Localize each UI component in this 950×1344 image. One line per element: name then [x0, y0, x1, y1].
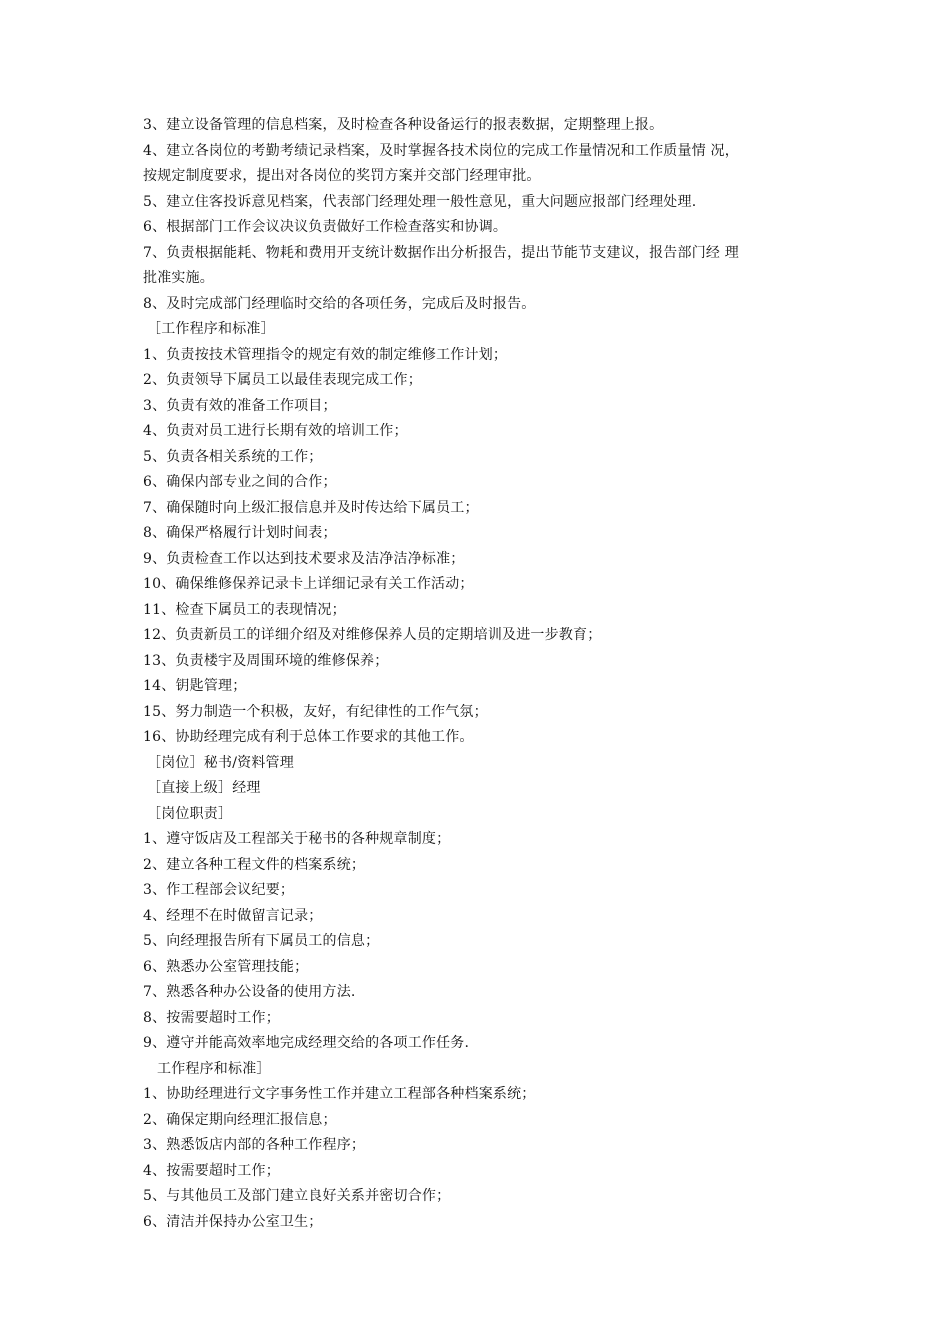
section-heading-procedure-2: 工作程序和标准］	[157, 1060, 271, 1077]
list-item: 10、确保维修保养记录卡上详细记录有关工作活动；	[143, 576, 474, 592]
list-item: 4、经理不在时做留言记录；	[143, 907, 323, 924]
list-item: 5、向经理报告所有下属员工的信息；	[143, 933, 380, 949]
list-item: 1、协助经理进行文字事务性工作并建立工程部各种档案系统；	[143, 1086, 536, 1102]
list-item: 12、负责新员工的详细介绍及对维修保养人员的定期培训及进一步教育；	[143, 627, 602, 643]
list-item: 13、负责楼宇及周围环境的维修保养；	[143, 652, 389, 669]
list-item: 2、建立各种工程文件的档案系统；	[143, 856, 366, 873]
list-item: 7、确保随时向上级汇报信息并及时传达给下属员工；	[143, 499, 479, 516]
list-item: 3、负责有效的准备工作项目；	[143, 397, 337, 414]
procedure-list-2	[143, 1082, 823, 1235]
list-item-continuation: 按规定制度要求，提出对各岗位的奖罚方案并交部门经理审批。	[143, 168, 541, 184]
position-heading: ［岗位］秘书/资料管理	[147, 754, 294, 771]
list-item: 7、负责根据能耗、物耗和费用开支统计数据作出分析报告，提出节能节支建议，报告部门经 理	[143, 244, 739, 261]
list-item: 2、确保定期向经理汇报信息；	[143, 1111, 337, 1128]
list-item: 5、负责各相关系统的工作；	[143, 448, 323, 465]
list-item: 8、确保严格履行计划时间表；	[143, 525, 337, 541]
duties-list	[143, 827, 823, 1057]
list-item: 9、遵守并能高效率地完成经理交给的各项工作任务.	[143, 1035, 470, 1051]
procedure-list	[143, 343, 823, 751]
list-item: 15、努力制造一个积极，友好，有纪律性的工作气氛；	[143, 703, 488, 720]
list-item: 9、负责检查工作以达到技术要求及洁净洁净标准；	[143, 550, 465, 567]
list-item-continuation: 批准实施。	[143, 270, 214, 286]
list-item: 4、负责对员工进行长期有效的培训工作；	[143, 423, 408, 439]
list-item: 4、建立各岗位的考勤考绩记录档案，及时掌握各技术岗位的完成工作量情况和工作质量情 况，	[143, 142, 739, 159]
list-item: 6、清洁并保持办公室卫生；	[143, 1213, 323, 1230]
responsibilities-list	[143, 113, 823, 317]
list-item: 7、熟悉各种办公设备的使用方法.	[143, 984, 356, 1000]
list-item: 5、建立住客投诉意见档案，代表部门经理处理一般性意见，重大问题应报部门经理处理.	[143, 193, 697, 210]
list-item: 3、熟悉饭店内部的各种工作程序；	[143, 1137, 366, 1153]
list-item: 8、按需要超时工作；	[143, 1009, 280, 1026]
list-item: 1、遵守饭店及工程部关于秘书的各种规章制度；	[143, 831, 451, 847]
list-item: 1、负责按技术管理指令的规定有效的制定维修工作计划；	[143, 346, 508, 363]
list-item: 8、及时完成部门经理临时交给的各项任务，完成后及时报告。	[143, 295, 536, 312]
list-item: 6、根据部门工作会议决议负责做好工作检查落实和协调。	[143, 219, 508, 235]
list-item: 11、检查下属员工的表现情况；	[143, 601, 346, 618]
list-item: 16、协助经理完成有利于总体工作要求的其他工作。	[143, 729, 474, 745]
list-item: 3、作工程部会议纪要；	[143, 882, 295, 898]
list-item: 14、钥匙管理；	[143, 678, 247, 694]
list-item: 2、负责领导下属员工以最佳表现完成工作；	[143, 372, 422, 388]
list-item: 3、建立设备管理的信息档案，及时检查各种设备运行的报表数据，定期整理上报。	[143, 117, 664, 133]
list-item: 5、与其他员工及部门建立良好关系并密切合作；	[143, 1188, 451, 1204]
list-item: 6、熟悉办公室管理技能；	[143, 958, 309, 975]
superior-heading: ［直接上级］经理	[147, 780, 261, 796]
list-item: 4、按需要超时工作；	[143, 1162, 280, 1179]
duties-heading: ［岗位职责］	[147, 805, 233, 822]
document-body	[143, 113, 823, 1235]
list-item: 6、确保内部专业之间的合作；	[143, 474, 337, 490]
section-heading-procedure: ［工作程序和标准］	[147, 321, 275, 337]
